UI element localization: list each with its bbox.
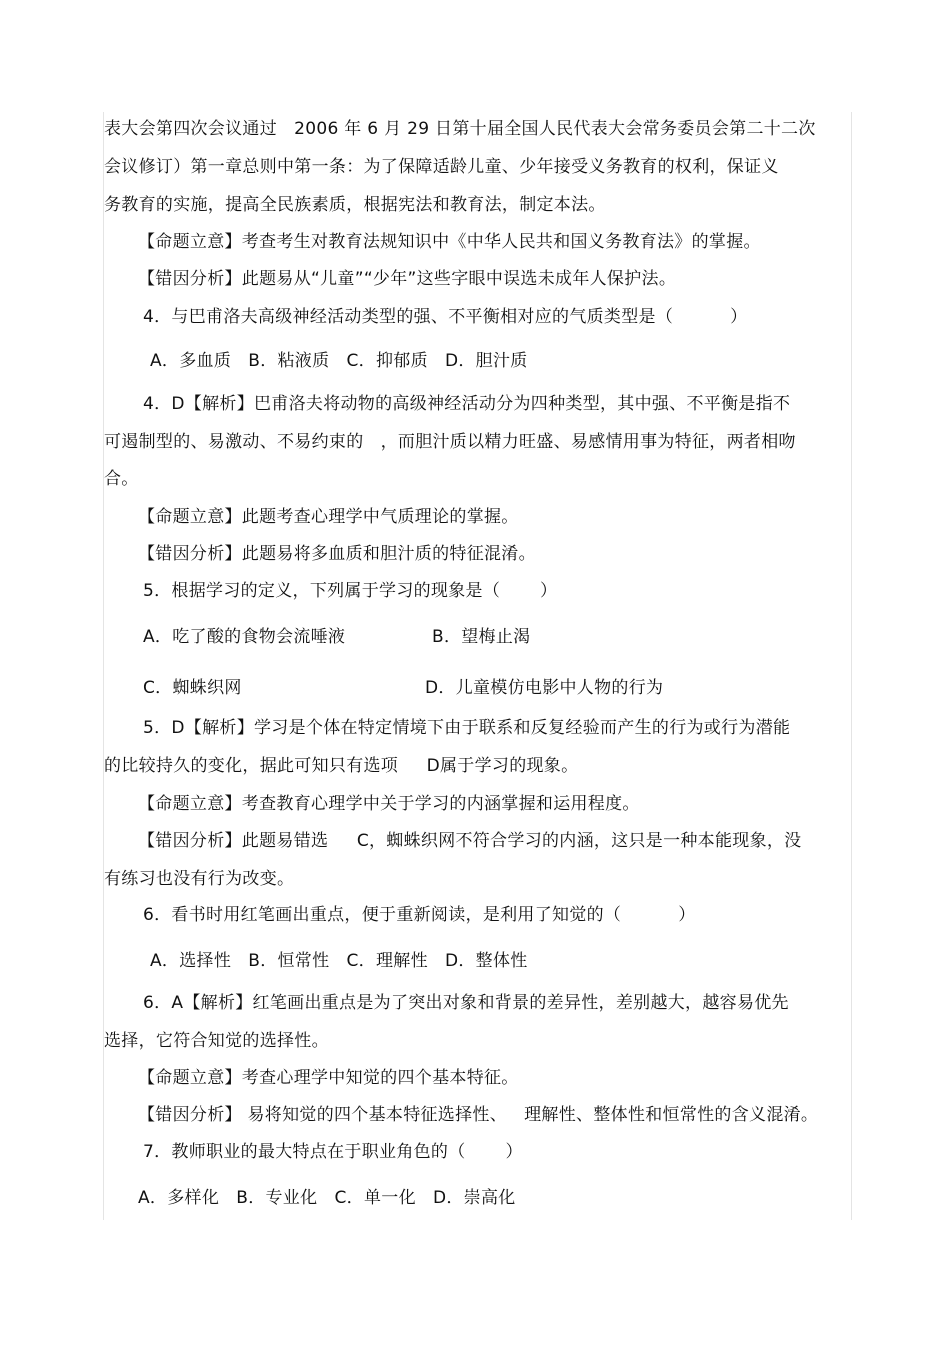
question-5: 5．根据学习的定义，下列属于学习的现象是（ ） (143, 581, 558, 601)
text-line: 【错因分析】 易将知觉的四个基本特征选择性、 理解性、整体性和恒常性的含义混淆。 (138, 1105, 819, 1125)
question-7-options: A．多样化 B．专业化 C．单一化 D．崇高化 (138, 1188, 516, 1208)
text-line: 务教育的实施，提高全民族素质，根据宪法和教育法，制定本法。 (104, 195, 606, 215)
text-line: 5．D【解析】学习是个体在特定情境下由于联系和反复经验而产生的行为或行为潜能 (143, 718, 791, 738)
text-line: 【命题立意】考查考生对教育法规知识中《中华人民共和国义务教育法》的掌握。 (138, 232, 761, 252)
text-line: 【错因分析】此题易错选 C，蜘蛛织网不符合学习的内涵，这只是一种本能现象，没 (138, 831, 802, 851)
text-line: 会议修订）第一章总则中第一条：为了保障适龄儿童、少年接受义务教育的权利，保证义 (104, 157, 779, 177)
page-left-rule (103, 112, 104, 1220)
text-line: 合。 (104, 469, 139, 489)
question-7: 7．教师职业的最大特点在于职业角色的（ ） (143, 1142, 523, 1162)
question-5-option-d: D．儿童模仿电影中人物的行为 (425, 678, 664, 698)
question-5-option-b: B．望梅止渴 (432, 627, 531, 647)
text-line: 表大会第四次会议通过 2006 年 6 月 29 日第十届全国人民代表大会常务委员会第二十二次 (104, 119, 816, 139)
question-6: 6．看书时用红笔画出重点，便于重新阅读，是利用了知觉的（ ） (143, 905, 696, 925)
text-line: 【命题立意】考查心理学中知觉的四个基本特征。 (138, 1068, 519, 1088)
text-line: 选择，它符合知觉的选择性。 (104, 1031, 329, 1051)
question-4: 4．与巴甫洛夫高级神经活动类型的强、不平衡相对应的气质类型是（ ） (143, 307, 748, 327)
question-5-option-c: C．蜘蛛织网 (143, 678, 242, 698)
question-5-option-a: A．吃了酸的食物会流唾液 (143, 627, 346, 647)
text-line: 可遏制型的、易激动、不易约束的 ，而胆汁质以精力旺盛、易感情用事为特征，两者相吻 (104, 432, 796, 452)
text-line: 【错因分析】此题易将多血质和胆汁质的特征混淆。 (138, 544, 536, 564)
text-line: 的比较持久的变化，据此可知只有选项 D属于学习的现象。 (104, 756, 579, 776)
text-line: 【错因分析】此题易从“儿童”“少年”这些字眼中误选未成年人保护法。 (138, 269, 677, 289)
page-right-rule (851, 112, 852, 1220)
text-line: 有练习也没有行为改变。 (104, 869, 295, 889)
text-line: 4．D【解析】巴甫洛夫将动物的高级神经活动分为四种类型，其中强、不平衡是指不 (143, 394, 791, 414)
text-line: 【命题立意】此题考查心理学中气质理论的掌握。 (138, 507, 519, 527)
question-6-options: A．选择性 B．恒常性 C．理解性 D．整体性 (150, 951, 528, 971)
text-line: 【命题立意】考查教育心理学中关于学习的内涵掌握和运用程度。 (138, 794, 640, 814)
question-4-options: A．多血质 B．粘液质 C．抑郁质 D．胆汁质 (150, 351, 528, 371)
text-line: 6．A【解析】红笔画出重点是为了突出对象和背景的差异性，差别越大，越容易优先 (143, 993, 789, 1013)
